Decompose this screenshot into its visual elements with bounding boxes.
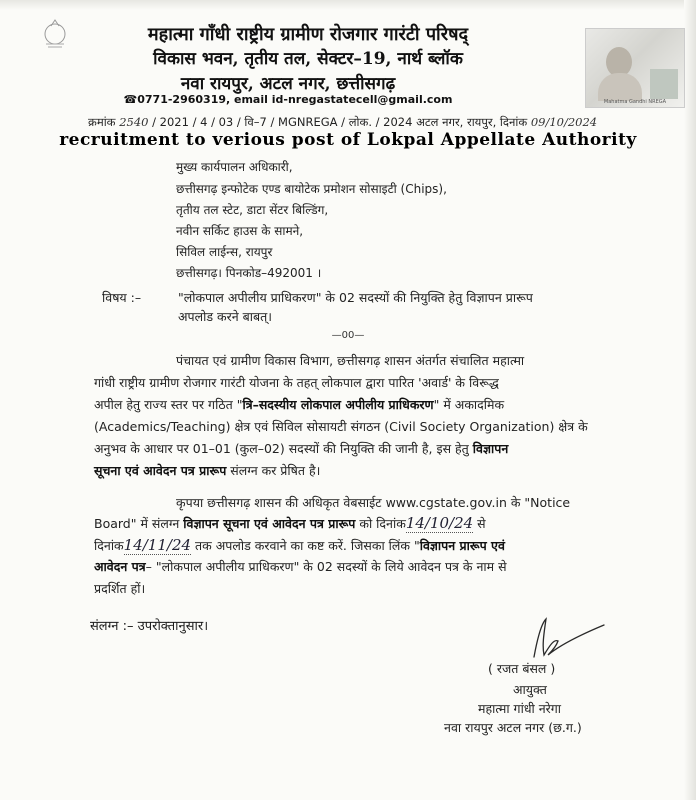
- separator: —00—: [331, 330, 365, 341]
- addressee-line: मुख्य कार्यपालन अधिकारी,: [176, 160, 293, 174]
- para1-text: गांधी राष्ट्रीय ग्रामीण रोजगार गारंटी योजना के तहत् लोकपाल द्वारा पारित 'अवार्ड' के विरूद्ध: [94, 375, 499, 390]
- subject-label: विषय :–: [102, 290, 142, 305]
- signatory-designation: आयुक्त: [513, 682, 547, 697]
- para1-line: [94, 440, 508, 457]
- para1-text: (Academics/Teaching) क्षेत्र एवं सिविल सोसायटी संगठन (Civil Society Organization) क्षेत्र के: [94, 419, 588, 434]
- subject-line-2: अपलोड करने बाबत्।: [178, 309, 273, 324]
- addressee-line: छत्तीसगढ़। पिनकोड–492001 ।: [176, 266, 322, 280]
- para2-bold: विज्ञापन सूचना एवं आवेदन पत्र प्रारूप: [183, 516, 356, 531]
- para1-text: अनुभव के आधार पर 01–01 (कुल–02) सदस्यों की नियुक्ति की जानी है, इस हेतु: [94, 441, 473, 456]
- para2-text: – "लोकपाल अपीलीय प्राधिकरण" के 02 सदस्यों के लिये आवेदन पत्र के नाम से: [145, 559, 507, 574]
- para2-text: को दिनांक: [355, 516, 406, 531]
- header-line-3: नवा रायपुर, अटल नगर, छत्तीसगढ़: [180, 74, 396, 94]
- header-contact: ☎0771-2960319, email id-nregastatecell@gmail.com: [123, 93, 453, 106]
- addressee-line: तृतीय तल स्टेट, डाटा सेंटर बिल्डिंग,: [176, 203, 329, 217]
- para2-text: तक अपलोड करवाने का कष्ट करें. जिसका लिंक ": [191, 538, 420, 553]
- header-line-1: महात्मा गाँधी राष्ट्रीय ग्रामीण रोजगार गारंटी परिषद्: [147, 24, 469, 45]
- reference-path: / 2021 / 4 / 03 / वि–7 / MGNREGA / लोक. / 2024 अटल नगर, रायपुर, दिनांक: [152, 115, 528, 129]
- handwritten-date-from: 14/10/24: [405, 514, 474, 532]
- reference-number: 2540: [119, 115, 149, 129]
- photo-figure-right: [650, 69, 678, 99]
- addressee-line: नवीन सर्किट हाउस के सामने,: [176, 224, 304, 238]
- para1-line: [94, 418, 588, 435]
- para1-bold: त्रि–सदस्यीय लोकपाल अपीलीय प्राधिकरण: [242, 397, 434, 412]
- header-line-2: विकास भवन, तृतीय तल, सेक्टर–19, नार्थ ब्लॉक: [153, 49, 463, 69]
- signatory-place: नवा रायपुर अटल नगर (छ.ग.): [444, 720, 582, 735]
- overlay-banner-title: recruitment to verious post of Lokpal Appellate Authority: [59, 130, 637, 150]
- reference-line: [88, 115, 597, 130]
- photo-figure-body: [598, 73, 642, 101]
- para1-after: " में अकादमिक: [433, 397, 505, 412]
- para2-bold: आवेदन पत्र: [94, 559, 146, 574]
- para2-line: कृपया छत्तीसगढ़ शासन की अधिकृत वेबसाईट www.cgstate.gov.in के "Notice: [176, 495, 571, 510]
- addressee-line: सिविल लाईन्स, रायपुर: [176, 245, 273, 259]
- para1-bold: विज्ञापन: [472, 441, 509, 456]
- para1-line: [94, 462, 320, 479]
- para2-text: से: [473, 516, 486, 531]
- addressee-line: छत्तीसगढ़ इन्फोटेक एण्ड बायोटेक प्रमोशन सोसाइटी (Chips),: [176, 182, 447, 196]
- para1-line: [176, 352, 524, 369]
- para1-line: [94, 396, 504, 413]
- subject-line-1: "लोकपाल अपीलीय प्राधिकरण" के 02 सदस्यों की नियुक्ति हेतु विज्ञापन प्रारूप: [178, 290, 533, 305]
- page-shadow-top: [0, 0, 696, 10]
- signatory-name: ( रजत बंसल ): [488, 661, 556, 676]
- handwritten-signature: [520, 615, 610, 665]
- para1-line: [94, 374, 499, 391]
- para1-text: अपील हेतु राज्य स्तर पर गठित ": [94, 397, 243, 412]
- reference-date: 09/10/2024: [530, 115, 598, 129]
- para2-text: दिनांक: [94, 538, 124, 553]
- para2-bold: विज्ञापन प्रारूप एवं: [419, 538, 505, 553]
- para2-line: [94, 536, 505, 554]
- photo-caption: Mahatma Gandhi NREGA: [603, 99, 667, 105]
- enclosure-note: संलग्न :– उपरोक्तानुसार।: [90, 619, 209, 634]
- para2-line: प्रदर्शित हों।: [94, 581, 146, 596]
- para1-bold: सूचना एवं आवेदन पत्र प्रारूप: [94, 463, 227, 478]
- handwritten-date-to: 14/11/24: [123, 536, 192, 554]
- para2-text: Board" में संलग्न: [94, 516, 184, 531]
- para2-line: [94, 558, 507, 575]
- reference-prefix: क्रमांक: [88, 115, 116, 129]
- para2-line: [94, 514, 486, 532]
- para1-after: संलग्न कर प्रेषित है।: [226, 463, 321, 478]
- signatory-office: महात्मा गांधी नरेगा: [478, 701, 562, 716]
- campaign-photo: [585, 28, 685, 108]
- para1-text: पंचायत एवं ग्रामीण विकास विभाग, छत्तीसगढ़ शासन अंतर्गत संचालित महात्मा: [176, 353, 525, 368]
- page-shadow-right: [684, 0, 696, 800]
